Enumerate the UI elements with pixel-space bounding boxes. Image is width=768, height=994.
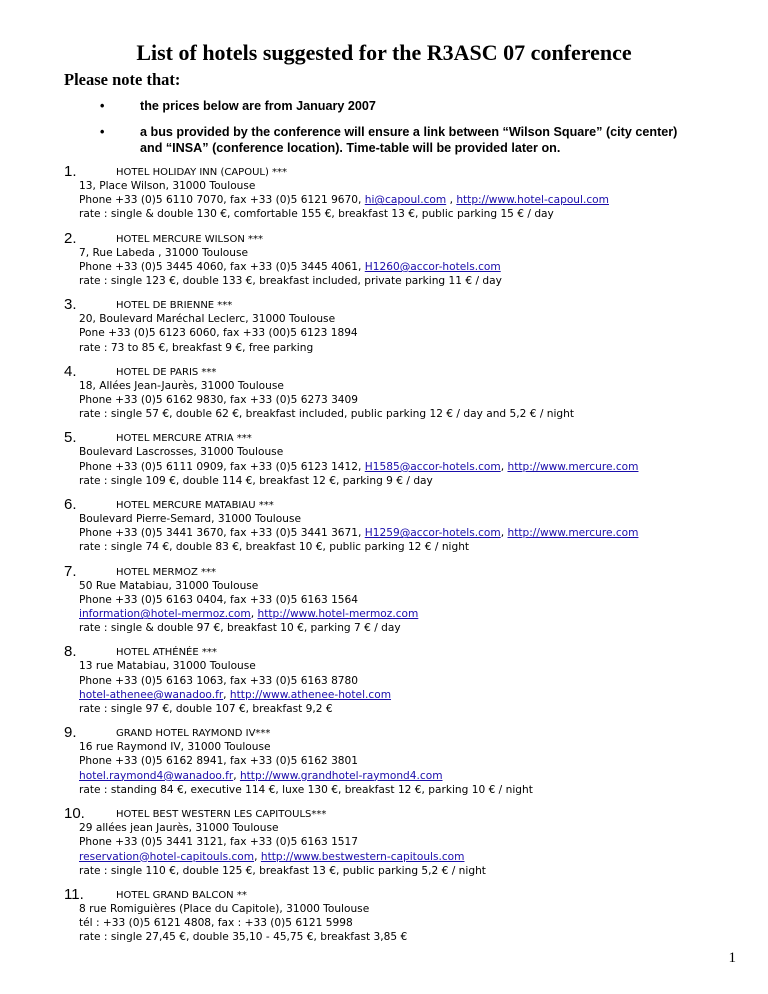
hotel-address: 13, Place Wilson, 31000 Toulouse <box>79 180 256 192</box>
hotel-entry <box>64 563 724 636</box>
hotel-website-link[interactable]: http://www.grandhotel-raymond4.com <box>239 769 443 782</box>
hotel-email-link[interactable]: reservation@hotel-capitouls.com <box>79 850 255 863</box>
link-separator: , <box>223 688 230 701</box>
note-heading: Please note that: <box>64 70 181 89</box>
hotel-address: 16 rue Raymond IV, 31000 Toulouse <box>79 741 271 754</box>
hotel-list <box>64 163 724 953</box>
hotel-rate: rate : single 110 €, double 125 €, breakfast 13 €, public parking 5,2 € / night <box>79 864 486 877</box>
hotel-contact-line <box>64 593 724 607</box>
page-title: List of hotels suggested for the R3ASC 07 conference <box>136 40 632 65</box>
link-separator: , <box>446 194 457 207</box>
hotel-number: 7. <box>64 562 77 580</box>
hotel-website-link[interactable]: http://www.mercure.com <box>507 527 639 540</box>
hotel-phone-fax: Phone +33 (0)5 6111 0909, fax +33 (0)5 6123 1412, <box>79 460 365 473</box>
hotel-email-link[interactable]: H1585@accor-hotels.com <box>364 460 501 473</box>
hotel-website-link[interactable]: http://www.hotel-mermoz.com <box>257 608 419 621</box>
note-bullet-text: a bus provided by the conference will ensure a link between “Wilson Square” (city center) and “INSA” (conference location). Time-table will be provided later on. <box>140 125 678 155</box>
hotel-name: HOTEL BEST WESTERN LES CAPITOULS*** <box>116 809 327 821</box>
hotel-phone-fax: Phone +33 (0)5 6162 9830, fax +33 (0)5 6273 3409 <box>79 394 359 407</box>
hotel-contact-line <box>64 193 724 207</box>
hotel-rate: rate : single & double 130 €, comfortable 155 €, breakfast 13 €, public parking 15 € / day <box>79 208 554 221</box>
hotel-address: Boulevard Lascrosses, 31000 Toulouse <box>79 446 284 459</box>
hotel-email-link[interactable]: information@hotel-mermoz.com <box>79 608 251 621</box>
hotel-phone-fax: Phone +33 (0)5 6163 0404, fax +33 (0)5 6163 1564 <box>79 593 359 606</box>
hotel-address: 7, Rue Labeda , 31000 Toulouse <box>79 246 249 259</box>
hotel-rate: rate : 73 to 85 €, breakfast 9 €, free parking <box>79 341 314 354</box>
hotel-email-link[interactable]: H1259@accor-hotels.com <box>364 527 501 540</box>
link-separator: , <box>250 608 258 621</box>
hotel-name: HOTEL ATHÉNÉE *** <box>116 647 217 659</box>
hotel-contact-line <box>64 526 724 540</box>
note-bullet <box>100 124 700 156</box>
bullet-dot-icon: • <box>100 99 105 113</box>
hotel-email-link[interactable]: hi@capoul.com <box>364 194 447 207</box>
hotel-contact-line <box>64 460 724 474</box>
hotel-phone-fax: Phone +33 (0)5 3441 3670, fax +33 (0)5 3441 3671, <box>79 527 365 540</box>
hotel-rate: rate : single 109 €, double 114 €, breakfast 12 €, parking 9 € / day <box>79 474 433 487</box>
hotel-website-link[interactable]: http://www.athenee-hotel.com <box>229 688 392 701</box>
hotel-rate: rate : single 27,45 €, double 35,10 - 45,75 €, breakfast 3,85 € <box>79 931 408 944</box>
hotel-address: 18, Allées Jean-Jaurès, 31000 Toulouse <box>79 379 284 392</box>
hotel-address: 29 allées jean Jaurès, 31000 Toulouse <box>79 822 279 835</box>
hotel-rate: rate : single 97 €, double 107 €, breakfast 9,2 € <box>79 703 333 716</box>
hotel-links-line <box>64 688 724 702</box>
note-bullet-list <box>100 98 700 166</box>
hotel-name: HOTEL DE BRIENNE *** <box>116 300 233 312</box>
hotel-entry <box>64 886 724 945</box>
hotel-website-link[interactable]: http://www.hotel-capoul.com <box>456 194 609 207</box>
hotel-name: HOTEL MERCURE MATABIAU *** <box>116 500 274 512</box>
hotel-contact-line <box>64 260 724 274</box>
link-separator: , <box>500 460 508 473</box>
hotel-entry <box>64 296 724 355</box>
hotel-entry <box>64 230 724 289</box>
hotel-links-line <box>64 850 724 864</box>
hotel-phone-fax: tél : +33 (0)5 6121 4808, fax : +33 (0)5 6121 5998 <box>79 917 353 930</box>
hotel-number: 2. <box>64 229 77 247</box>
hotel-phone-fax: Phone +33 (0)5 6110 7070, fax +33 (0)5 6121 9670, <box>79 194 365 207</box>
hotel-name: GRAND HOTEL RAYMOND IV*** <box>116 728 271 740</box>
hotel-address: 8 rue Romiguières (Place du Capitole), 31000 Toulouse <box>79 902 370 915</box>
hotel-number: 3. <box>64 296 77 314</box>
hotel-phone-fax: Phone +33 (0)5 6163 1063, fax +33 (0)5 6163 8780 <box>79 674 359 687</box>
hotel-rate: rate : single & double 97 €, breakfast 10 €, parking 7 € / day <box>79 622 401 635</box>
hotel-entry <box>64 163 724 222</box>
hotel-number: 9. <box>64 724 77 742</box>
hotel-contact-line <box>64 326 724 340</box>
hotel-name: HOTEL MERCURE WILSON *** <box>116 233 263 245</box>
bullet-dot-icon: • <box>100 125 105 139</box>
hotel-rate: rate : single 74 €, double 83 €, breakfast 10 €, public parking 12 € / night <box>79 541 470 554</box>
hotel-website-link[interactable]: http://www.bestwestern-capitouls.com <box>260 850 465 863</box>
hotel-phone-fax: Phone +33 (0)5 3441 3121, fax +33 (0)5 6163 1517 <box>79 836 359 849</box>
hotel-rate: rate : standing 84 €, executive 114 €, luxe 130 €, breakfast 12 €, parking 10 € / night <box>79 783 533 796</box>
hotel-rate: rate : single 57 €, double 62 €, breakfast included, public parking 12 € / day and 5,2 € / night <box>79 408 575 421</box>
hotel-entry <box>64 363 724 422</box>
link-separator: , <box>500 527 508 540</box>
hotel-number: 5. <box>64 429 77 447</box>
hotel-phone-fax: Phone +33 (0)5 6162 8941, fax +33 (0)5 6162 3801 <box>79 755 359 768</box>
hotel-contact-line <box>64 754 724 768</box>
page-number: 1 <box>728 950 736 966</box>
hotel-number: 8. <box>64 643 77 661</box>
hotel-entry <box>64 643 724 716</box>
hotel-name: HOTEL MERCURE ATRIA *** <box>116 433 252 445</box>
hotel-entry <box>64 429 724 488</box>
hotel-contact-line <box>64 393 724 407</box>
hotel-number: 4. <box>64 362 77 380</box>
hotel-name: HOTEL HOLIDAY INN (CAPOUL) *** <box>116 167 288 178</box>
hotel-phone-fax: Phone +33 (0)5 3445 4060, fax +33 (0)5 3445 4061, <box>79 260 365 273</box>
hotel-rate: rate : single 123 €, double 133 €, breakfast included, private parking 11 € / day <box>79 275 502 288</box>
hotel-links-line <box>64 607 724 621</box>
hotel-name: HOTEL MERMOZ *** <box>116 566 216 578</box>
hotel-email-link[interactable]: H1260@accor-hotels.com <box>364 260 501 273</box>
hotel-entry <box>64 805 724 878</box>
link-separator: , <box>233 769 240 782</box>
hotel-contact-line <box>64 916 724 930</box>
hotel-address: 20, Boulevard Maréchal Leclerc, 31000 Toulouse <box>79 313 336 326</box>
hotel-address: Boulevard Pierre-Semard, 31000 Toulouse <box>79 513 301 526</box>
hotel-number: 6. <box>64 496 77 514</box>
hotel-number: 11. <box>64 885 84 903</box>
hotel-address: 13 rue Matabiau, 31000 Toulouse <box>79 660 256 673</box>
hotel-contact-line <box>64 674 724 688</box>
hotel-links-line <box>64 769 724 783</box>
hotel-phone-fax: Pone +33 (0)5 6123 6060, fax +33 (00)5 6123 1894 <box>79 327 358 340</box>
hotel-email-link[interactable]: hotel.raymond4@wanadoo.fr <box>79 769 234 782</box>
hotel-entry <box>64 724 724 797</box>
hotel-number: 1. <box>64 163 77 180</box>
hotel-name: HOTEL GRAND BALCON ** <box>116 889 247 901</box>
hotel-email-link[interactable]: hotel-athenee@wanadoo.fr <box>79 688 224 701</box>
link-separator: , <box>254 850 261 863</box>
hotel-website-link[interactable]: http://www.mercure.com <box>507 460 639 473</box>
hotel-contact-line <box>64 835 724 849</box>
hotel-name: HOTEL DE PARIS *** <box>116 366 217 378</box>
note-bullet-text: the prices below are from January 2007 <box>140 99 376 113</box>
note-bullet <box>100 98 700 114</box>
hotel-entry <box>64 496 724 555</box>
hotel-number: 10. <box>64 805 85 823</box>
hotel-address: 50 Rue Matabiau, 31000 Toulouse <box>79 579 259 592</box>
